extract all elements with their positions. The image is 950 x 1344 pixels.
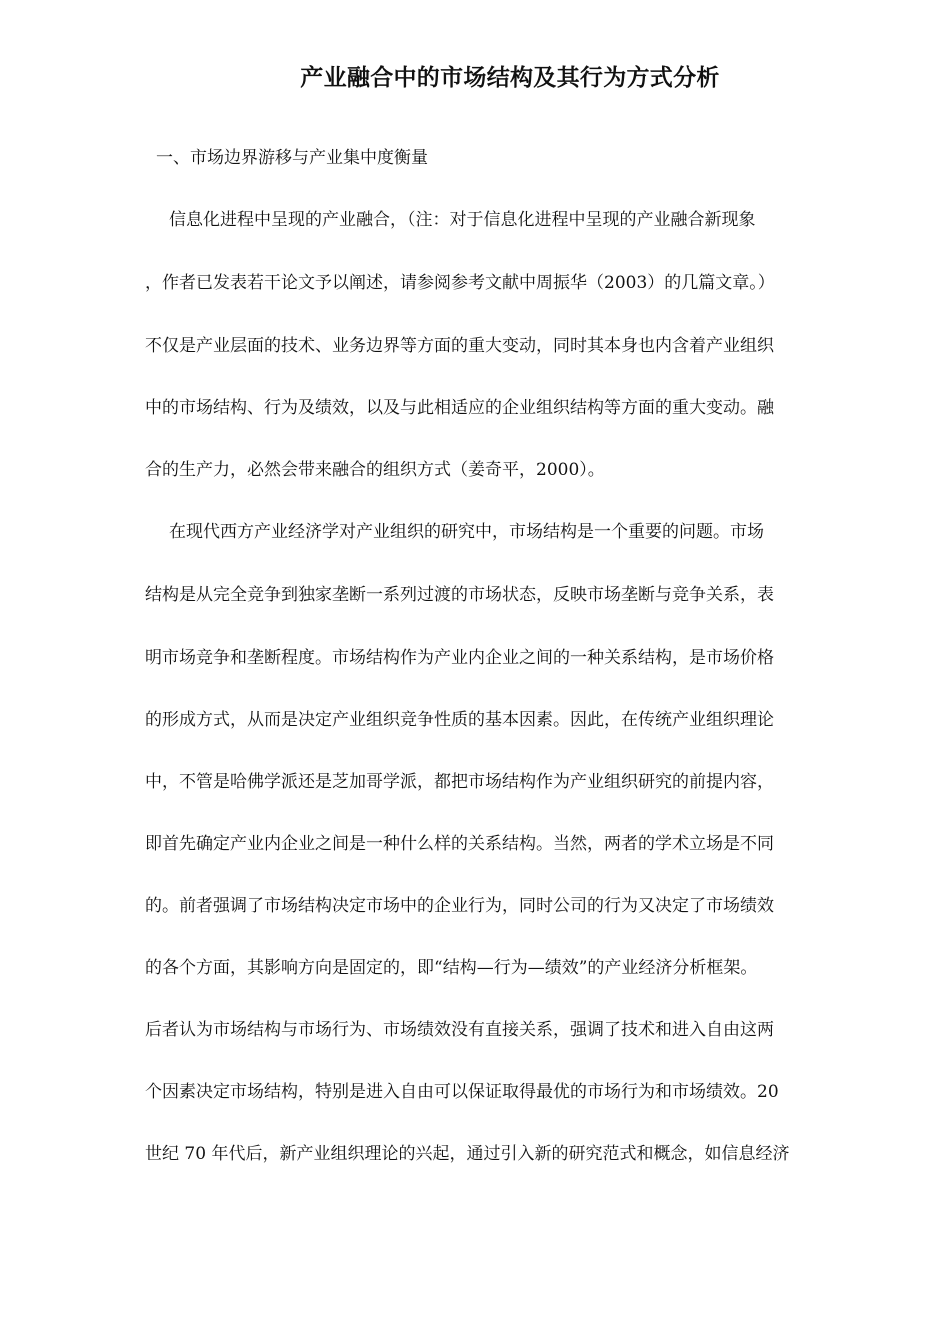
paragraph-2-line: 在现代西方产业经济学对产业组织的研究中，市场结构是一个重要的问题。市场: [169, 522, 764, 542]
paragraph-1-line: ，作者已发表若干论文予以阐述，请参阅参考文献中周振华（2003）的几篇文章。）: [145, 273, 775, 293]
document-title: 产业融合中的市场结构及其行为方式分析: [300, 65, 720, 91]
paragraph-2-line: 结构是从完全竞争到独家垄断一系列过渡的市场状态，反映市场垄断与竞争关系，表: [145, 585, 774, 605]
paragraph-2-line: 的各个方面，其影响方向是固定的，即“结构—行为—绩效”的产业经济分析框架。: [145, 958, 758, 978]
paragraph-1-line: 中的市场结构、行为及绩效，以及与此相适应的企业组织结构等方面的重大变动。融: [145, 398, 774, 418]
paragraph-2-line: 中，不管是哈佛学派还是芝加哥学派，都把市场结构作为产业组织研究的前提内容，: [145, 772, 774, 792]
paragraph-1-line: 信息化进程中呈现的产业融合，（注：对于信息化进程中呈现的产业融合新现象: [169, 210, 756, 230]
paragraph-2-line: 的。前者强调了市场结构决定市场中的企业行为，同时公司的行为又决定了市场绩效: [145, 896, 774, 916]
paragraph-1-line: 合的生产力，必然会带来融合的组织方式（姜奇平，2000）。: [145, 460, 605, 480]
paragraph-2-line: 世纪 70 年代后，新产业组织理论的兴起，通过引入新的研究范式和概念，如信息经济: [145, 1144, 790, 1164]
paragraph-2-line: 即首先确定产业内企业之间是一种什么样的关系结构。当然，两者的学术立场是不同: [145, 834, 774, 854]
paragraph-1-line: 不仅是产业层面的技术、业务边界等方面的重大变动，同时其本身也内含着产业组织: [145, 336, 774, 356]
section-heading: 一、市场边界游移与产业集中度衡量: [156, 148, 428, 168]
paragraph-2-line: 的形成方式，从而是决定产业组织竞争性质的基本因素。因此，在传统产业组织理论: [145, 710, 774, 730]
paragraph-2-line: 明市场竞争和垄断程度。市场结构作为产业内企业之间的一种关系结构，是市场价格: [145, 648, 774, 668]
paragraph-2-line: 个因素决定市场结构，特别是进入自由可以保证取得最优的市场行为和市场绩效。20: [145, 1082, 779, 1102]
paragraph-2-line: 后者认为市场结构与市场行为、市场绩效没有直接关系，强调了技术和进入自由这两: [145, 1020, 774, 1040]
